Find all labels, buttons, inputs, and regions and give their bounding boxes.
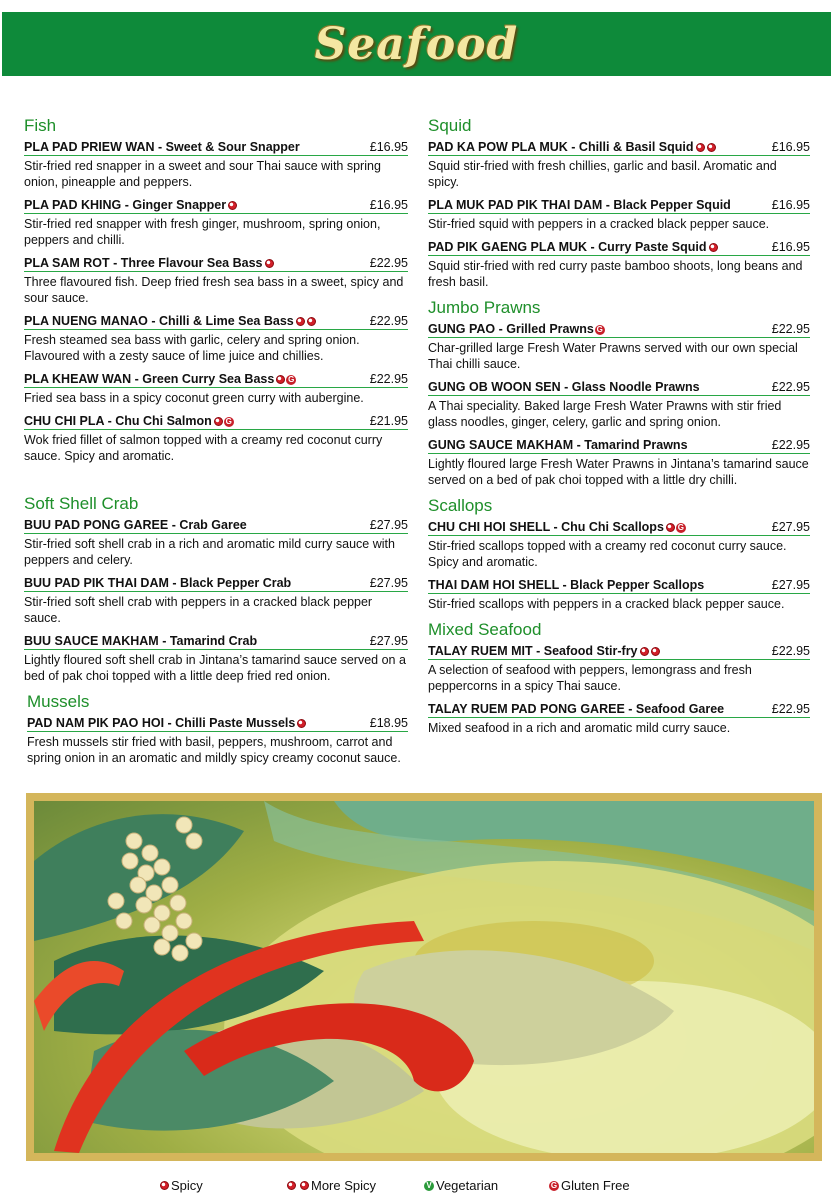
dish-price: £27.95 bbox=[771, 520, 810, 534]
menu-item bbox=[428, 702, 810, 736]
legend-gluten-free bbox=[548, 1178, 630, 1193]
menu-item bbox=[24, 634, 408, 684]
dish-name: PLA PAD KHING bbox=[24, 198, 122, 212]
section-title: Scallops bbox=[428, 496, 493, 515]
dish-english-name: - Green Curry Sea Bass bbox=[131, 372, 275, 386]
dish-english-name: - Curry Paste Squid bbox=[587, 240, 707, 254]
dish-english-name: - Sweet & Sour Snapper bbox=[154, 140, 300, 154]
dish-price: £22.95 bbox=[369, 256, 408, 270]
menu-section bbox=[24, 494, 408, 684]
green-curry-photo bbox=[34, 801, 814, 1153]
dish-description: Fresh mussels stir fried with basil, peppers, mushroom, carrot and spring onion in an aromatic and mildly spicy creamy coconut sauce. bbox=[27, 735, 401, 765]
chilli-icon bbox=[214, 417, 223, 426]
menu-section bbox=[428, 116, 810, 290]
menu-item-header bbox=[428, 520, 810, 536]
section-title: Fish bbox=[24, 116, 57, 135]
dish-description: Lightly floured soft shell crab in Jintana’s tamarind sauce served on a bed of pak choi topped with a little deep fried red onion. bbox=[24, 653, 406, 683]
dish-price: £16.95 bbox=[369, 140, 408, 154]
menu-item-header bbox=[24, 414, 408, 430]
menu-item-header bbox=[428, 240, 810, 256]
dish-name: PLA PAD PRIEW WAN bbox=[24, 140, 155, 154]
chilli-icon bbox=[300, 1181, 309, 1190]
dish-description: Wok fried fillet of salmon topped with a creamy red coconut curry sauce. Spicy and aromatic. bbox=[24, 433, 383, 463]
chilli-icon bbox=[666, 523, 675, 532]
menu-item bbox=[24, 414, 408, 464]
section-title: Soft Shell Crab bbox=[24, 494, 139, 513]
menu-item-title bbox=[24, 314, 316, 328]
chilli-icon bbox=[709, 243, 718, 252]
menu-item bbox=[428, 644, 810, 694]
dish-price: £16.95 bbox=[369, 198, 408, 212]
chilli-icon bbox=[287, 1181, 296, 1190]
dish-price: £22.95 bbox=[771, 322, 810, 336]
dish-name: CHU CHI PLA bbox=[24, 414, 105, 428]
menu-item bbox=[428, 520, 810, 570]
dish-name: CHU CHI HOI SHELL bbox=[428, 520, 550, 534]
menu-item-header bbox=[428, 380, 810, 396]
dish-price: £16.95 bbox=[771, 140, 810, 154]
chilli-icon bbox=[707, 143, 716, 152]
menu-item-header bbox=[27, 716, 408, 732]
menu-item-header bbox=[428, 140, 810, 156]
dish-english-name: - Black Pepper Crab bbox=[168, 576, 292, 590]
chilli-icon bbox=[640, 647, 649, 656]
chilli-icon bbox=[265, 259, 274, 268]
menu-item bbox=[428, 322, 810, 372]
dish-name: BUU PAD PIK THAI DAM bbox=[24, 576, 169, 590]
menu-item-title bbox=[428, 520, 686, 534]
dish-price: £22.95 bbox=[771, 702, 810, 716]
menu-item-header bbox=[24, 518, 408, 534]
menu-item-title bbox=[428, 438, 688, 452]
dish-name: PLA KHEAW WAN bbox=[24, 372, 132, 386]
dish-english-name: - Crab Garee bbox=[168, 518, 247, 532]
menu-item-title bbox=[428, 578, 704, 592]
menu-item-header bbox=[24, 576, 408, 592]
legend-more-spicy bbox=[285, 1178, 376, 1193]
dish-description: Squid stir-fried with red curry paste bamboo shoots, long beans and fresh basil. bbox=[428, 259, 803, 289]
menu-item-header bbox=[428, 198, 810, 214]
gluten-free-icon: G bbox=[596, 324, 603, 334]
dish-name: PAD PIK GAENG PLA MUK bbox=[428, 240, 588, 254]
legend-spicy-label: Spicy bbox=[171, 1178, 203, 1193]
menu-item-header bbox=[24, 140, 408, 156]
legend-vegetarian bbox=[424, 1178, 498, 1193]
dish-description: Char-grilled large Fresh Water Prawns served with our own special Thai chilli sauce. bbox=[428, 341, 798, 371]
menu-item-title bbox=[428, 702, 724, 716]
dish-description: Mixed seafood in a rich and aromatic mild curry sauce. bbox=[428, 721, 731, 735]
dish-name: PLA NUENG MANAO bbox=[24, 314, 148, 328]
menu-item-title bbox=[428, 240, 718, 254]
menu-item-header bbox=[428, 702, 810, 718]
dish-price: £21.95 bbox=[369, 414, 408, 428]
menu-item bbox=[428, 140, 810, 190]
menu-section bbox=[428, 298, 810, 488]
dish-price: £18.95 bbox=[369, 716, 408, 730]
menu-item bbox=[24, 314, 408, 364]
menu-section bbox=[24, 692, 408, 766]
dish-price: £16.95 bbox=[771, 198, 810, 212]
dish-english-name: - Chilli Paste Mussels bbox=[164, 716, 296, 730]
dish-description: Stir-fried red snapper in a sweet and sour Thai sauce with spring onion, pineapple and peppers. bbox=[24, 159, 381, 189]
dish-english-name: - Seafood Garee bbox=[624, 702, 725, 716]
dish-name: BUU PAD PONG GAREE bbox=[24, 518, 169, 532]
menu-item bbox=[24, 576, 408, 626]
dish-english-name: - Ginger Snapper bbox=[121, 198, 227, 212]
dish-description: Fresh steamed sea bass with garlic, celery and spring onion. Flavoured with a zesty sauce of lime juice and chillies. bbox=[24, 333, 360, 363]
menu-item-header bbox=[24, 634, 408, 650]
menu-item-header bbox=[428, 644, 810, 660]
left-column bbox=[24, 116, 408, 774]
menu-section bbox=[428, 620, 810, 736]
dish-english-name: - Three Flavour Sea Bass bbox=[109, 256, 263, 270]
legend-gluten-free-label: Gluten Free bbox=[561, 1178, 630, 1193]
chilli-icon bbox=[696, 143, 705, 152]
dish-name: PAD NAM PIK PAO HOI bbox=[27, 716, 165, 730]
menu-item bbox=[27, 716, 408, 766]
menu-item bbox=[24, 198, 408, 248]
dish-price: £22.95 bbox=[771, 438, 810, 452]
menu-section bbox=[428, 496, 810, 612]
dish-price: £27.95 bbox=[771, 578, 810, 592]
dish-name: GUNG OB WOON SEN bbox=[428, 380, 561, 394]
dish-name: PAD KA POW PLA MUK bbox=[428, 140, 568, 154]
menu-item-title bbox=[428, 140, 716, 154]
page-title: Seafood bbox=[314, 18, 519, 70]
dish-price: £22.95 bbox=[369, 372, 408, 386]
dish-english-name: - Glass Noodle Prawns bbox=[560, 380, 700, 394]
dish-name: GUNG SAUCE MAKHAM bbox=[428, 438, 574, 452]
gluten-free-icon: G bbox=[288, 374, 295, 384]
legend-spicy bbox=[158, 1178, 203, 1193]
dish-description: A Thai speciality. Baked large Fresh Water Prawns with stir fried glass noodles, ginger, celery, garlic and spring onion. bbox=[428, 399, 782, 429]
chilli-icon bbox=[651, 647, 660, 656]
section-title: Mixed Seafood bbox=[428, 620, 542, 639]
menu-item-title bbox=[428, 644, 660, 658]
legend-more-spicy-label: More Spicy bbox=[311, 1178, 377, 1193]
header-banner bbox=[2, 12, 831, 76]
menu-item-title bbox=[24, 518, 247, 532]
dish-price: £27.95 bbox=[369, 518, 408, 532]
menu-item bbox=[428, 380, 810, 430]
menu-item bbox=[428, 240, 810, 290]
menu-item bbox=[428, 198, 810, 232]
dish-photo-frame bbox=[26, 793, 822, 1161]
dish-description: Stir-fried soft shell crab with peppers in a cracked black pepper sauce. bbox=[24, 595, 373, 625]
dish-description: Stir-fried red snapper with fresh ginger, mushroom, spring onion, peppers and chilli. bbox=[24, 217, 381, 247]
dish-english-name: - Chu Chi Scallops bbox=[550, 520, 664, 534]
dish-name: BUU SAUCE MAKHAM bbox=[24, 634, 159, 648]
gluten-free-icon: G bbox=[677, 522, 685, 532]
dish-english-name: - Black Pepper Squid bbox=[602, 198, 731, 212]
menu-item-title bbox=[24, 634, 257, 648]
chilli-icon bbox=[228, 201, 237, 210]
dish-name: THAI DAM HOI SHELL bbox=[428, 578, 560, 592]
section-title: Jumbo Prawns bbox=[428, 298, 541, 317]
legend-vegetarian-label: Vegetarian bbox=[436, 1178, 499, 1193]
dish-english-name: - Seafood Stir-fry bbox=[532, 644, 638, 658]
menu-item-title bbox=[24, 256, 274, 270]
dish-name: TALAY RUEM PAD PONG GAREE bbox=[428, 702, 625, 716]
dish-price: £27.95 bbox=[369, 634, 408, 648]
dish-description: Stir-fried squid with peppers in a cracked black pepper sauce. bbox=[428, 217, 770, 231]
menu-section bbox=[24, 116, 408, 464]
dish-description: Stir-fried soft shell crab in a rich and aromatic mild curry sauce with peppers and celery. bbox=[24, 537, 395, 567]
menu-item-header bbox=[428, 578, 810, 594]
chilli-icon bbox=[160, 1181, 169, 1190]
menu-item bbox=[428, 438, 810, 488]
dish-description: A selection of seafood with peppers, lemongrass and fresh peppercorns in a spicy Thai sauce. bbox=[428, 663, 752, 693]
chilli-icon bbox=[276, 375, 285, 384]
dish-english-name: - Chu Chi Salmon bbox=[104, 414, 212, 428]
dish-name: PLA SAM ROT bbox=[24, 256, 110, 270]
dish-name: PLA MUK PAD PIK THAI DAM bbox=[428, 198, 603, 212]
menu-item-header bbox=[428, 438, 810, 454]
menu-item-title bbox=[24, 576, 291, 590]
dish-english-name: - Grilled Prawns bbox=[495, 322, 594, 336]
menu-item-title bbox=[428, 322, 605, 336]
gluten-free-icon: G bbox=[550, 1180, 558, 1190]
dish-description: Lightly floured large Fresh Water Prawns in Jintana’s tamarind sauce served on a bed of pak choi topped with a little dry chilli. bbox=[428, 457, 809, 487]
menu-item-header bbox=[428, 322, 810, 338]
chilli-icon bbox=[296, 317, 305, 326]
dish-english-name: - Chilli & Basil Squid bbox=[567, 140, 694, 154]
dish-description: Stir-fried scallops with peppers in a cracked black pepper sauce. bbox=[428, 597, 785, 611]
menu-item bbox=[24, 372, 408, 406]
dish-english-name: - Chilli & Lime Sea Bass bbox=[147, 314, 294, 328]
vegetarian-icon: V bbox=[424, 1181, 434, 1191]
menu-item bbox=[428, 578, 810, 612]
menu-item bbox=[24, 140, 408, 190]
dish-english-name: - Tamarind Crab bbox=[158, 634, 258, 648]
section-title: Mussels bbox=[27, 692, 90, 711]
section-title: Squid bbox=[428, 116, 472, 135]
dish-english-name: - Black Pepper Scallops bbox=[559, 578, 705, 592]
dish-name: TALAY RUEM MIT bbox=[428, 644, 533, 658]
menu-item-title bbox=[428, 380, 700, 394]
menu-item-title bbox=[428, 198, 731, 212]
dish-description: Fried sea bass in a spicy coconut green curry with aubergine. bbox=[24, 391, 364, 405]
dish-price: £27.95 bbox=[369, 576, 408, 590]
menu-item-title bbox=[27, 716, 306, 730]
right-column bbox=[428, 116, 810, 744]
dish-description: Stir-fried scallops topped with a creamy red coconut curry sauce. Spicy and aromatic. bbox=[428, 539, 787, 569]
menu-item-title bbox=[24, 414, 234, 428]
dish-price: £22.95 bbox=[771, 644, 810, 658]
menu-item bbox=[24, 518, 408, 568]
dish-price: £22.95 bbox=[369, 314, 408, 328]
menu-item-header bbox=[24, 314, 408, 330]
menu-item-header bbox=[24, 372, 408, 388]
menu-item-header bbox=[24, 256, 408, 272]
chilli-icon bbox=[297, 719, 306, 728]
chilli-icon bbox=[307, 317, 316, 326]
gluten-free-icon: G bbox=[225, 416, 232, 426]
menu-item-title bbox=[24, 140, 300, 154]
dish-price: £16.95 bbox=[771, 240, 810, 254]
dish-english-name: - Tamarind Prawns bbox=[573, 438, 688, 452]
menu-item-header bbox=[24, 198, 408, 214]
dish-price: £22.95 bbox=[771, 380, 810, 394]
dish-name: GUNG PAO bbox=[428, 322, 496, 336]
dish-description: Three flavoured fish. Deep fried fresh sea bass in a sweet, spicy and sour sauce. bbox=[24, 275, 404, 305]
dish-description: Squid stir-fried with fresh chillies, garlic and basil. Aromatic and spicy. bbox=[428, 159, 777, 189]
menu-item-title bbox=[24, 372, 296, 386]
menu-item-title bbox=[24, 198, 237, 212]
menu-item bbox=[24, 256, 408, 306]
photo-illustration bbox=[34, 801, 814, 1153]
legend bbox=[0, 1178, 835, 1196]
